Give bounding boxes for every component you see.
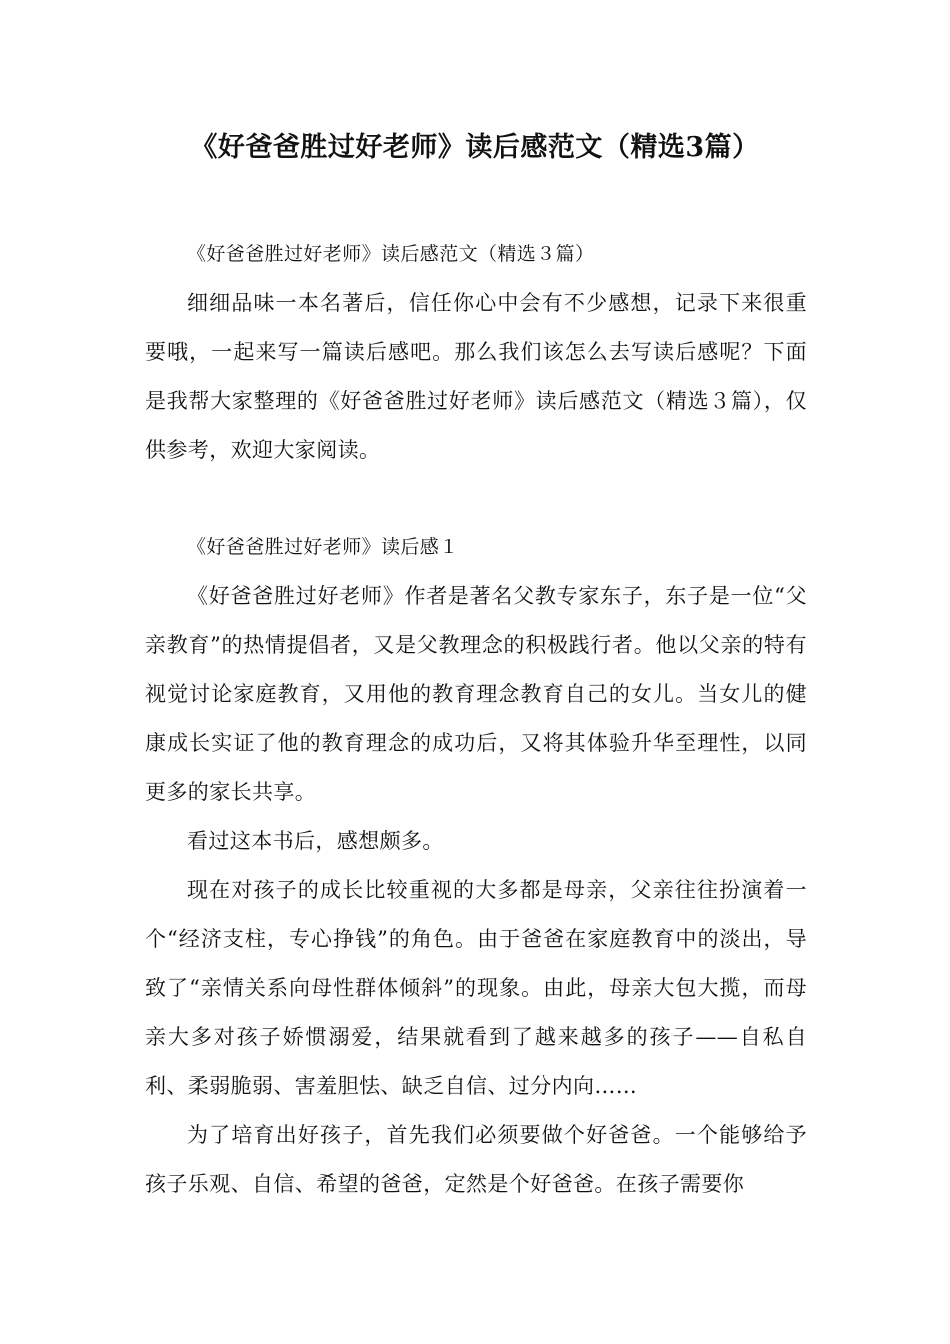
body-paragraph: 现在对孩子的成长比较重视的大多都是母亲，父亲往往扮演着一个“经济支柱，专心挣钱”的角色。由于爸爸在家庭教育中的淡出，导致了“亲情关系向母性群体倾斜”的现象。由此，母亲大包大揽，而母亲大多对孩子娇惯溺爱，结果就看到了越来越多的孩子——自私自利、柔弱脆弱、害羞胆怯、缺乏自信、过分内向…… bbox=[145, 878, 807, 1098]
section-spacer bbox=[145, 475, 807, 523]
body-paragraph: 看过这本书后，感想颇多。 bbox=[187, 829, 444, 853]
subtitle-line: 《好爸爸胜过好老师》读后感范文（精选３篇） bbox=[187, 243, 595, 265]
intro-paragraph: 细细品味一本名著后，信任你心中会有不少感想，记录下来很重要哦，一起来写一篇读后感吧。那么我们该怎么去写读后感呢？下面是我帮大家整理的《好爸爸胜过好老师》读后感范文（精选３篇），仅供参考，欢迎大家阅读。 bbox=[145, 291, 807, 462]
document-title: 《好爸爸胜过好老师》读后感范文（精选3篇） bbox=[190, 132, 760, 163]
document-body bbox=[145, 230, 807, 1209]
section-heading: 《好爸爸胜过好老师》读后感１ bbox=[187, 536, 459, 558]
body-paragraph: 为了培育出好孩子，首先我们必须要做个好爸爸。一个能够给予孩子乐观、自信、希望的爸爸，定然是个好爸爸。在孩子需要你 bbox=[145, 1123, 807, 1196]
body-paragraph: 《好爸爸胜过好老师》作者是著名父教专家东子，东子是一位“父亲教育”的热情提倡者，又是父教理念的积极践行者。他以父亲的特有视觉讨论家庭教育，又用他的教育理念教育自己的女儿。当女儿的健康成长实证了他的教育理念的成功后，又将其体验升华至理性，以同更多的家长共享。 bbox=[145, 584, 807, 804]
